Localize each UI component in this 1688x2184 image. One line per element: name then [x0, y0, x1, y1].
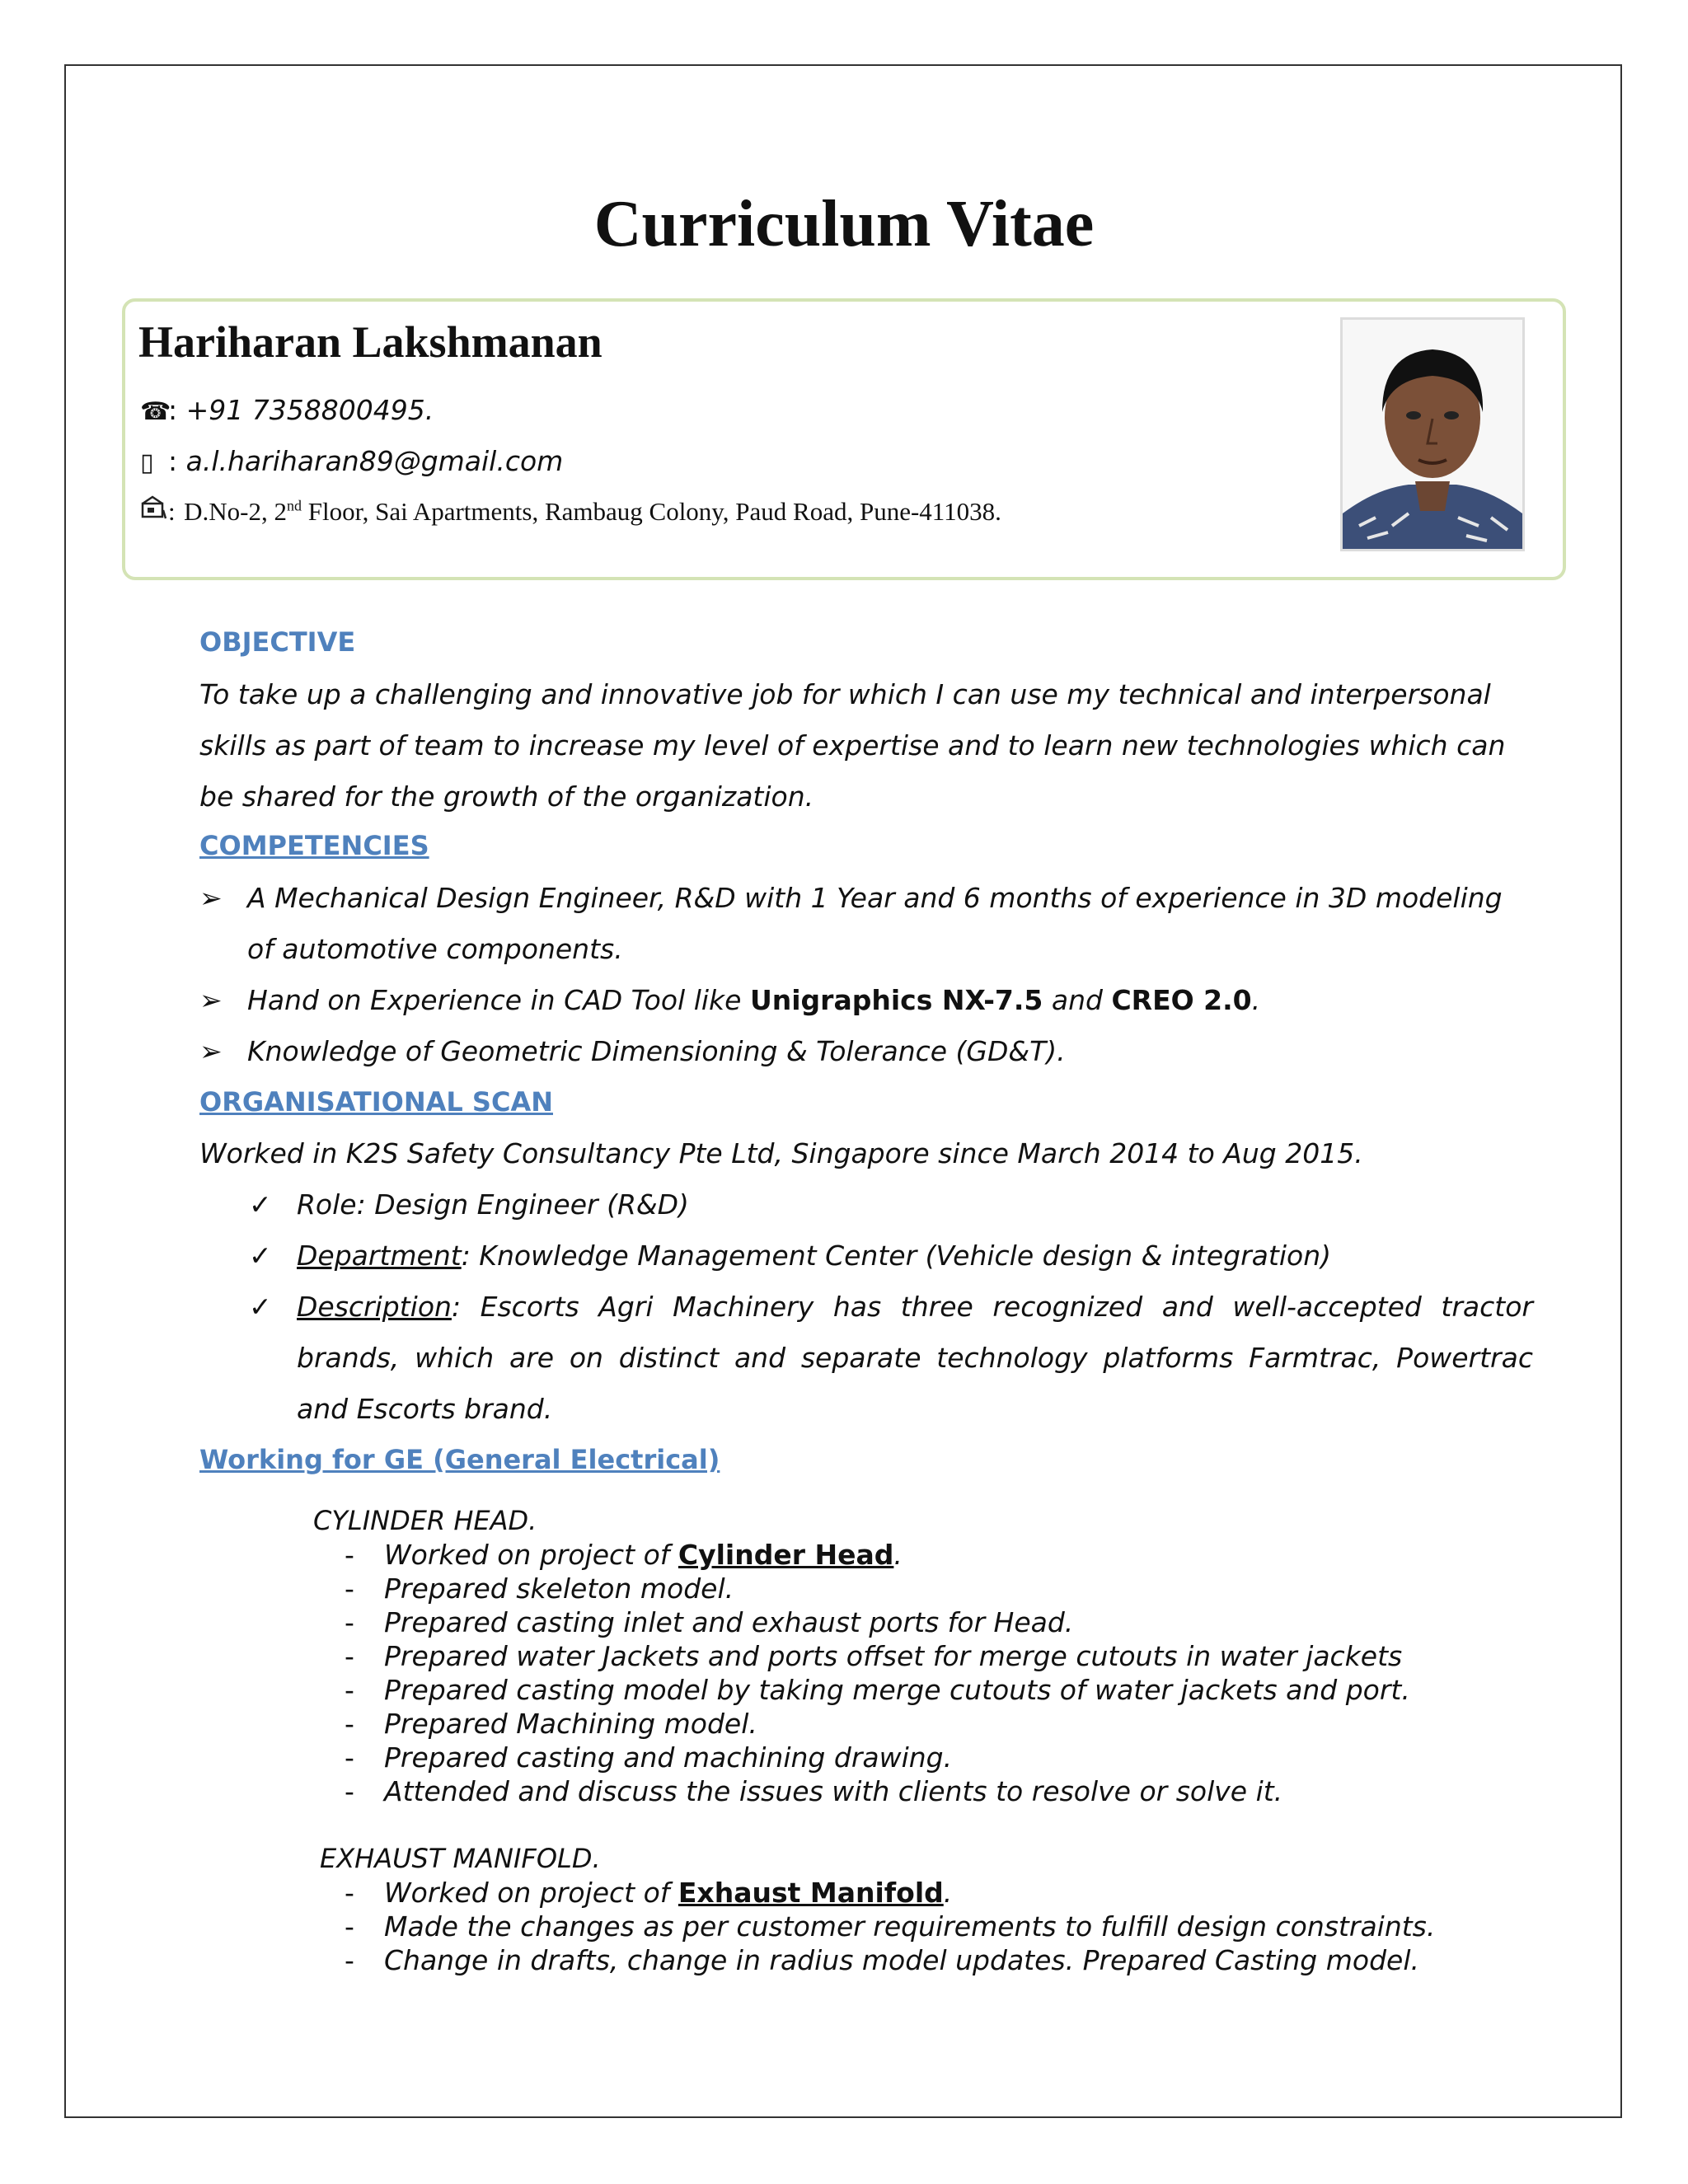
exhaust-item-text: Change in drafts, change in radius model updates. Prepared Casting model. — [384, 1944, 1419, 1976]
project-name: Exhaust Manifold — [678, 1877, 944, 1909]
check-bullet-icon: ✓ — [249, 1188, 272, 1221]
address-superscript: nd — [286, 497, 302, 514]
competency-text: Hand on Experience in CAD Tool like — [247, 984, 750, 1016]
objective-line: be shared for the growth of the organization. — [199, 780, 814, 813]
cylinder-item-text: Prepared casting inlet and exhaust ports for Head. — [384, 1606, 1074, 1638]
exhaust-item-text: Worked on project of — [384, 1877, 678, 1909]
cylinder-item-text: Prepared casting model by taking merge cutouts of water jackets and port. — [384, 1674, 1410, 1706]
tool-name: CREO 2.0 — [1111, 984, 1252, 1016]
phone-number: +91 7358800495. — [185, 394, 434, 426]
phone-row — [140, 394, 434, 426]
cylinder-item-text: . — [893, 1539, 903, 1571]
separator: : — [168, 497, 176, 526]
mailbox-icon — [140, 495, 168, 527]
org-intro: Worked in K2S Safety Consultancy Pte Ltd, Singapore since March 2014 to Aug 2015. — [199, 1137, 1363, 1169]
competency-text: Knowledge of Geometric Dimensioning & Tolerance (GD&T). — [247, 1035, 1066, 1067]
competency-text: . — [1251, 984, 1261, 1016]
address-row — [140, 494, 1001, 527]
org-heading: ORGANISATIONAL SCAN — [199, 1086, 553, 1118]
competencies-heading: COMPETENCIES — [199, 830, 429, 861]
address — [184, 497, 1001, 526]
description-label: Description — [297, 1291, 452, 1323]
objective-line: To take up a challenging and innovative job for which I can use my technical and interpersonal — [199, 678, 1491, 710]
project-name: Cylinder Head — [678, 1539, 894, 1571]
page-title: Curriculum Vitae — [593, 188, 1095, 260]
arrow-bullet-icon: ➢ — [199, 1035, 223, 1067]
objective-line: skills as part of team to increase my level of expertise and to learn new technologies which can — [199, 729, 1506, 762]
cylinder-item-text: Attended and discuss the issues with clients to resolve or solve it. — [384, 1775, 1283, 1807]
objective-heading: OBJECTIVE — [199, 626, 356, 658]
objective-text — [199, 669, 1505, 823]
arrow-bullet-icon: ➢ — [199, 984, 223, 1016]
profile-photo — [1340, 317, 1525, 551]
address-part: D.No-2, 2 — [184, 497, 287, 526]
description-line: : Escorts Agri Machinery has three recognized and well-accepted tractor — [451, 1291, 1533, 1323]
separator: : — [168, 394, 178, 426]
exhaust-item-text: Made the changes as per customer requirements to fulfill design constraints. — [384, 1910, 1436, 1943]
description-line: brands, which are on distinct and separate technology platforms Farmtrac, Powertrac — [297, 1342, 1533, 1374]
separator: : — [168, 445, 178, 477]
cylinder-item-text: Prepared water Jackets and ports offset for merge cutouts in water jackets — [384, 1640, 1403, 1672]
org-role: Role: Design Engineer (R&D) — [297, 1188, 689, 1221]
exhaust-manifold-title: EXHAUST MANIFOLD. — [320, 1843, 601, 1874]
cylinder-item-text: Worked on project of — [384, 1539, 678, 1571]
exhaust-item-text: . — [943, 1877, 953, 1909]
department-value: : Knowledge Management Center (Vehicle design & integration) — [461, 1240, 1331, 1272]
department-label: Department — [297, 1240, 462, 1272]
cylinder-head-title: CYLINDER HEAD. — [313, 1505, 537, 1536]
email-address: a.l.hariharan89@gmail.com — [185, 445, 564, 477]
phone-icon: ☎ — [140, 397, 171, 426]
competency-line: A Mechanical Design Engineer, R&D with 1 Year and 6 months of experience in 3D modeling — [247, 882, 1503, 914]
competency-text: and — [1043, 984, 1112, 1016]
address-part: Floor, Sai Apartments, Rambaug Colony, Paud Road, Pune-411038. — [301, 497, 1001, 526]
description-line: and Escorts brand. — [297, 1393, 553, 1425]
cylinder-item-text: Prepared casting and machining drawing. — [384, 1741, 953, 1774]
email-row — [140, 445, 563, 477]
competency-line: of automotive components. — [247, 933, 623, 965]
email-icon: ▯ — [140, 448, 154, 477]
candidate-name: Hariharan Lakshmanan — [138, 317, 603, 367]
arrow-bullet-icon: ➢ — [199, 882, 223, 914]
ge-heading: Working for GE (General Electrical) — [199, 1444, 720, 1475]
check-bullet-icon: ✓ — [249, 1291, 272, 1323]
cylinder-item-text: Prepared Machining model. — [384, 1708, 757, 1740]
check-bullet-icon: ✓ — [249, 1240, 272, 1272]
cylinder-item-text: Prepared skeleton model. — [384, 1572, 734, 1605]
tool-name: Unigraphics NX-7.5 — [749, 984, 1043, 1016]
